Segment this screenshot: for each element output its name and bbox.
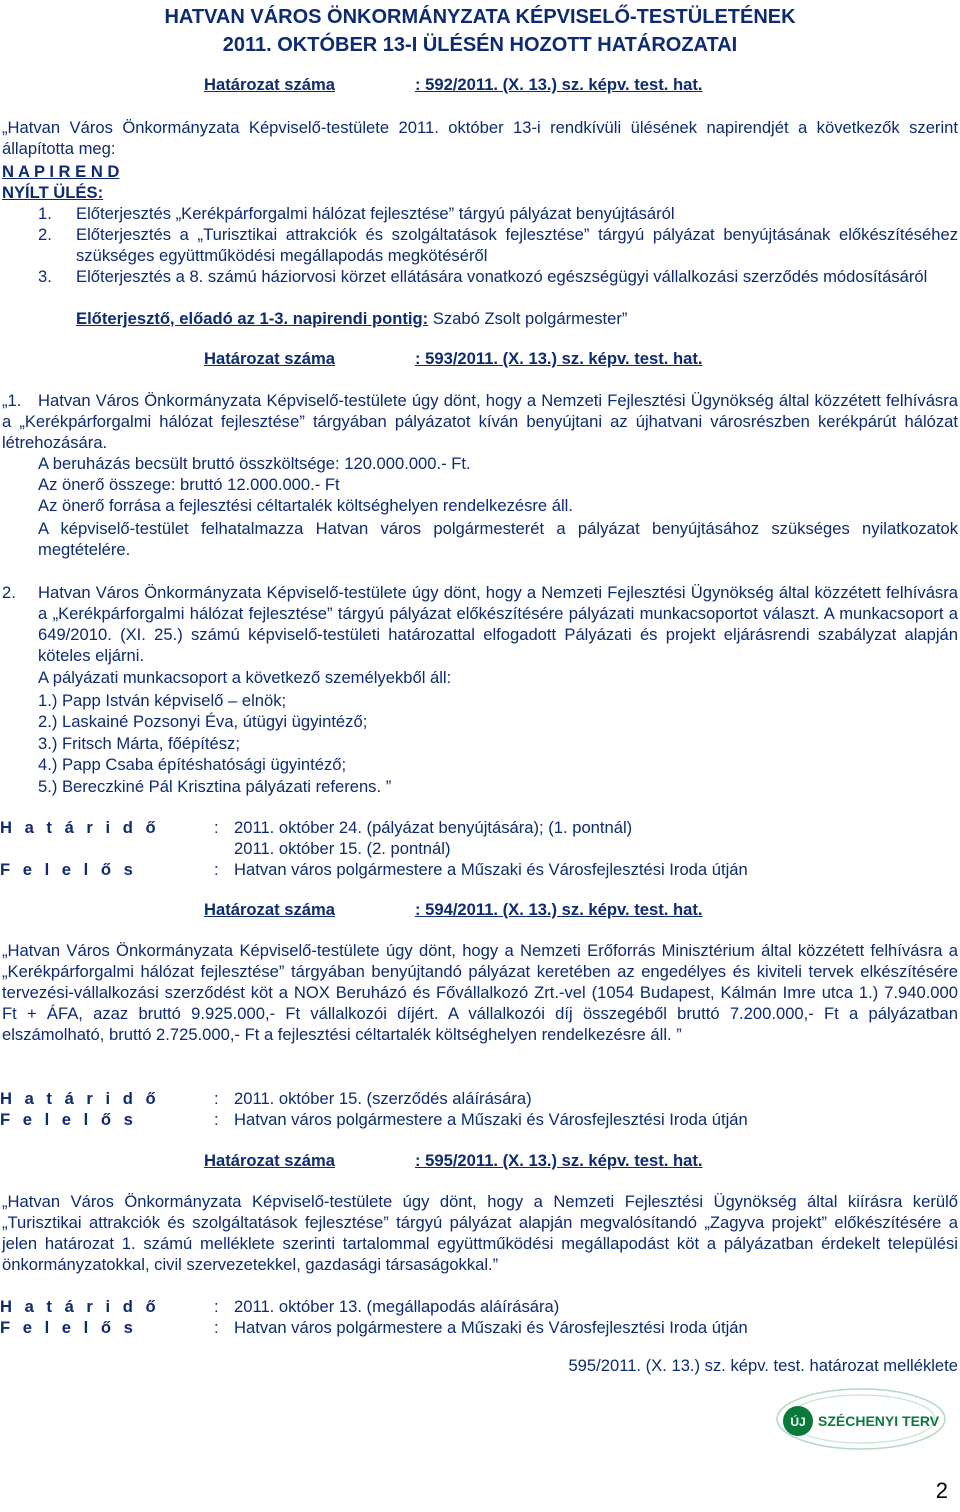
colon: : — [214, 1297, 219, 1316]
resolution-number: : 594/2011. (X. 13.) sz. képv. test. hat. — [415, 900, 703, 919]
logo-text: SZÉCHENYI TERV — [818, 1413, 940, 1429]
r595-responsible — [0, 1317, 960, 1338]
responsible-label: F e l e l ő s — [0, 1318, 137, 1337]
resolution-label: Határozat száma — [204, 349, 335, 368]
r593-authorize: A képviselő-testület felhatalmazza Hatvan város polgármesterét a pályázat benyújtásához szükséges nyilatkozatok megtételére. — [38, 519, 958, 559]
szechenyi-terv-logo — [776, 1386, 946, 1452]
agenda-item-text: Előterjesztés „Kerékpárforgalmi hálózat fejlesztése” tárgyú pályázat benyújtásáról — [76, 204, 675, 223]
presenter-line — [76, 308, 627, 329]
r595-deadline — [0, 1296, 960, 1317]
r593-point1: Hatvan Város Önkormányzata Képviselő-testülete úgy dönt, hogy a Nemzeti Fejlesztési Ügynökség által közzétett felhívásra a „Kerékpárforgalmi hálózat fejlesztése” tárgyában pályázatot kíván benyújtani az újhatvani városrészben kerékpárút hálózat létrehozására. — [2, 391, 958, 452]
colon: : — [214, 1318, 219, 1337]
deadline-value: 2011. október 24. (pályázat benyújtására); (1. pontnál) — [234, 818, 633, 837]
deadline-label: H a t á r i d ő — [0, 1297, 160, 1316]
agenda-item-text: Előterjesztés a „Turisztikai attrakciók és szolgáltatások fejlesztése” tárgyú pályázat benyújtásának előkészítéséhez szükséges együttműködési megállapodás megkötéséről — [76, 225, 958, 265]
open-session-heading: NYÍLT ÜLÉS: — [2, 183, 104, 202]
logo-graphic — [776, 1386, 946, 1452]
deadline-value: 2011. október 13. (megállapodás aláírására) — [234, 1297, 560, 1316]
resolution-label: Határozat száma — [204, 75, 335, 94]
deadline-label: H a t á r i d ő — [0, 1089, 160, 1108]
r593-deadline — [0, 817, 960, 838]
r593-responsible — [0, 859, 960, 880]
r593-point2: Hatvan Város Önkormányzata Képviselő-testülete úgy dönt, hogy a Nemzeti Fejlesztési Ügynökség által közzétett felhívásra a „Kerékpárforgalmi hálózat fejlesztése” tárgyú pályázat előkészítésére pályázati munkacsoportot választ. A munkacsoport a 649/2010. (XI. 25.) számú képviselő-testületi határozattal elfogadott Pályázati és projekt eljárásrendi szabályzat alapján köteles eljárni. — [38, 583, 958, 665]
resolution-number-593 — [204, 348, 764, 370]
resolution-number-594 — [204, 899, 764, 921]
agenda-heading: N A P I R E N D — [2, 162, 120, 181]
logo-badge: ÚJ — [790, 1415, 806, 1429]
agenda-item-text: Előterjesztés a 8. számú háziorvosi körzet ellátására vonatkozó egészségügyi vállalkozási szerződés módosításáról — [76, 267, 928, 286]
r593-own: Az önerő összege: bruttó 12.000.000.- Ft — [38, 475, 340, 494]
resolution-number-595 — [204, 1150, 764, 1172]
r594-responsible — [0, 1109, 960, 1130]
resolution-number: : 595/2011. (X. 13.) sz. képv. test. hat. — [415, 1151, 703, 1170]
agenda-item-3 — [38, 266, 958, 308]
presenter-value: Szabó Zsolt polgármester” — [428, 309, 628, 328]
deadline-label: H a t á r i d ő — [0, 818, 160, 837]
colon: : — [214, 1089, 219, 1108]
r593-deadline-2 — [0, 838, 960, 859]
r594-text: „Hatvan Város Önkormányzata Képviselő-testülete úgy dönt, hogy a Nemzeti Erőforrás Minisztérium által közzétett felhívásra a „Kerékpárforgalmi hálózat fejlesztése” tárgyában benyújtandó pályázat keretében az engedélyes és kiviteli tervek elkészítésére tervezési-vállalkozási szerződést köt a NOX Beruházó és Fővállalkozó Zrt.-vel (1054 Budapest, Kálmán Imre utca 1.) 7.940.000 Ft + ÁFA, azaz bruttó 9.925.000,- Ft vállalkozói díjért. A vállalkozói díj összegéből bruttó 7.200.000,- Ft a pályázatban elszámolható, bruttó 2.725.000,- Ft a fejlesztési céltartalék költséghelyen rendelkezésre áll. ” — [2, 941, 958, 1044]
resolution-number: : 593/2011. (X. 13.) sz. képv. test. hat. — [415, 349, 703, 368]
responsible-value: Hatvan város polgármestere a Műszaki és Városfejlesztési Iroda útján — [234, 860, 748, 879]
resolution-label: Határozat száma — [204, 900, 335, 919]
deadline-value: 2011. október 15. (szerződés aláírására) — [234, 1089, 532, 1108]
r594-deadline — [0, 1088, 960, 1109]
responsible-value: Hatvan város polgármestere a Műszaki és Városfejlesztési Iroda útján — [234, 1110, 748, 1129]
r593-own-source: Az önerő forrása a fejlesztési céltartalék költséghelyen rendelkezésre áll. — [38, 496, 573, 515]
agenda-item-2 — [38, 224, 958, 266]
member-2: 2.) Laskainé Pozsonyi Éva, útügyi ügyintéző; — [38, 712, 368, 731]
r593-point1-number: „1. — [2, 391, 22, 410]
deadline-value: 2011. október 15. (2. pontnál) — [234, 839, 451, 858]
resolution-number-592 — [204, 74, 764, 96]
member-3: 3.) Fritsch Márta, főépítész; — [38, 734, 240, 753]
member-1: 1.) Papp István képviselő – elnök; — [38, 691, 287, 710]
agenda-item-number: 2. — [38, 225, 52, 244]
annex-caption: 595/2011. (X. 13.) sz. képv. test. határozat melléklete — [568, 1356, 958, 1375]
colon: : — [214, 860, 219, 879]
page-number: 2 — [935, 1478, 948, 1503]
members-intro: A pályázati munkacsoport a következő személyekből áll: — [38, 668, 452, 687]
colon: : — [214, 818, 219, 837]
responsible-label: F e l e l ő s — [0, 1110, 137, 1129]
agenda-item-number: 1. — [38, 204, 52, 223]
document-title-line2: 2011. OKTÓBER 13-I ÜLÉSÉN HOZOTT HATÁROZATAI — [222, 34, 738, 56]
responsible-value: Hatvan város polgármestere a Műszaki és Városfejlesztési Iroda útján — [234, 1318, 748, 1337]
resolution-label: Határozat száma — [204, 1151, 335, 1170]
resolution-number: : 592/2011. (X. 13.) sz. képv. test. hat. — [415, 75, 703, 94]
member-5: 5.) Bereczkiné Pál Krisztina pályázati referens. ” — [38, 777, 392, 796]
presenter-label: Előterjesztő, előadó az 1-3. napirendi pontig: — [76, 309, 429, 328]
responsible-label: F e l e l ő s — [0, 860, 137, 879]
r592-intro: „Hatvan Város Önkormányzata Képviselő-testülete 2011. október 13-i rendkívüli ülésének napirendjét a következők szerint állapította meg: — [2, 118, 958, 158]
r595-text: „Hatvan Város Önkormányzata Képviselő-testülete úgy dönt, hogy a Nemzeti Fejlesztési Ügynökség által kiírásra kerülő „Turisztikai attrakciók és szolgáltatások fejlesztése” tárgyú pályázat alapján megvalósítandó „Zagyva projekt” előkészítésére a jelen határozat 1. számú melléklete szerinti tartalommal együttműködési megállapodást köt a pályázatban érdekelt települési önkormányzatokkal, civil szervezetekkel, gazdasági társaságokkal.” — [2, 1192, 958, 1274]
document-title-line1: HATVAN VÁROS ÖNKORMÁNYZATA KÉPVISELŐ-TESTÜLETÉNEK — [164, 6, 796, 28]
agenda-item-1 — [38, 203, 958, 224]
r593-point2-number: 2. — [2, 583, 16, 602]
r593-cost: A beruházás becsült bruttó összköltsége: 120.000.000.- Ft. — [38, 454, 471, 473]
member-4: 4.) Papp Csaba építéshatósági ügyintéző; — [38, 755, 347, 774]
agenda-item-number: 3. — [38, 267, 52, 286]
colon: : — [214, 1110, 219, 1129]
